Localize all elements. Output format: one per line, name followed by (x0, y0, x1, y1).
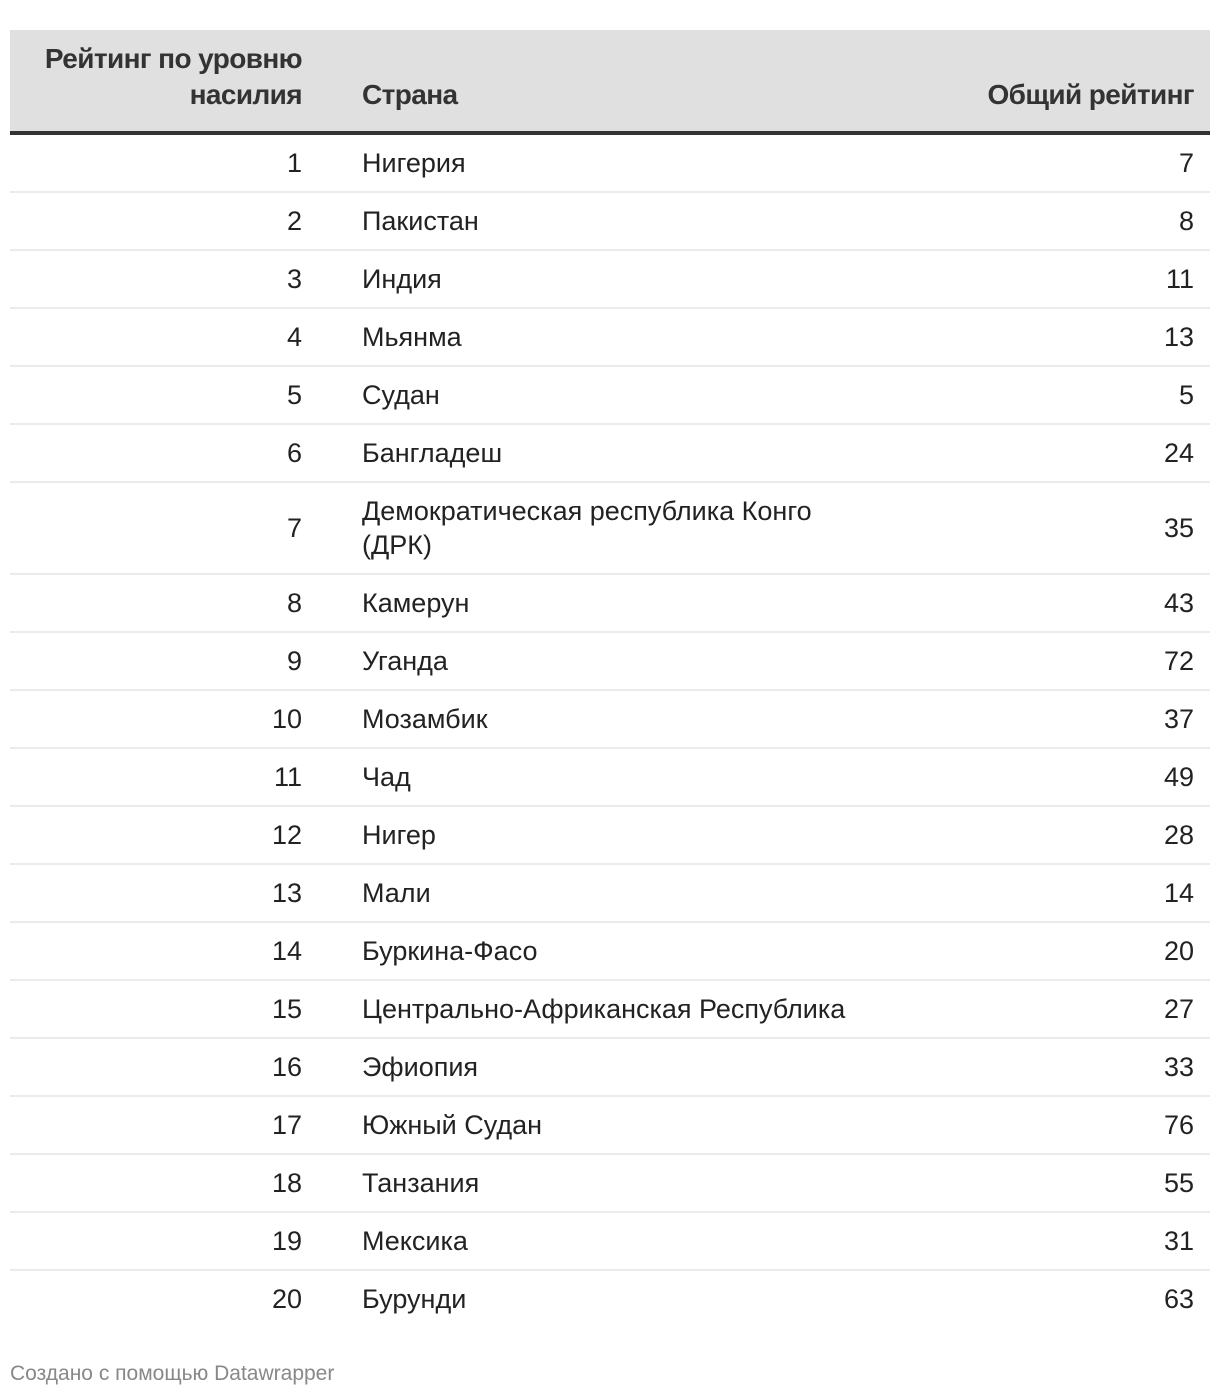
total-rank-cell: 28 (1163, 820, 1194, 850)
table-body (10, 133, 1210, 1327)
total-rank-cell: 63 (1163, 1284, 1194, 1314)
country-cell: Эфиопия (362, 1052, 479, 1082)
table-row (10, 922, 1210, 980)
country-cell: Буркина-Фасо (362, 936, 538, 966)
country-cell: Уганда (362, 646, 448, 676)
rank-cell: 10 (271, 704, 302, 734)
rank-cell: 18 (271, 1168, 302, 1198)
total-rank-cell: 8 (1178, 206, 1194, 236)
total-rank-cell: 24 (1163, 438, 1194, 468)
country-cell: Судан (362, 380, 440, 410)
rank-cell: 17 (271, 1110, 302, 1140)
total-rank-cell: 72 (1163, 646, 1194, 676)
rank-cell: 1 (286, 148, 302, 178)
table-row (10, 690, 1210, 748)
total-rank-cell: 43 (1163, 588, 1194, 618)
total-rank-cell: 31 (1163, 1226, 1194, 1256)
country-cell: Центрально-Африканская Республика (362, 994, 846, 1024)
table-row (10, 424, 1210, 482)
rank-cell: 16 (271, 1052, 302, 1082)
total-rank-cell: 11 (1165, 264, 1194, 294)
table-row (10, 1212, 1210, 1270)
table-row (10, 980, 1210, 1038)
total-rank-cell: 33 (1163, 1052, 1194, 1082)
country-cell: Камерун (362, 588, 470, 618)
rank-cell: 3 (286, 264, 302, 294)
rank-cell: 5 (286, 380, 302, 410)
country-cell: Чад (362, 762, 411, 792)
table-row (10, 864, 1210, 922)
table-header (10, 30, 1210, 133)
total-rank-cell: 20 (1163, 936, 1194, 966)
rank-cell: 20 (271, 1284, 302, 1314)
country-cell: Демократическая республика Конго (ДРК) (362, 496, 812, 560)
rank-cell: 13 (271, 878, 302, 908)
rank-cell: 19 (271, 1226, 302, 1256)
table-row (10, 482, 1210, 574)
ranking-table-container (10, 30, 1210, 1327)
table-row (10, 632, 1210, 690)
rank-cell: 11 (273, 762, 302, 792)
country-cell: Нигерия (362, 148, 466, 178)
country-cell: Мозамбик (362, 704, 488, 734)
country-cell: Бурунди (362, 1284, 467, 1314)
total-rank-cell: 27 (1163, 994, 1194, 1024)
country-cell: Мексика (362, 1226, 468, 1256)
country-cell: Танзания (362, 1168, 480, 1198)
table-row (10, 366, 1210, 424)
country-cell: Мьянма (362, 322, 462, 352)
table-row (10, 1038, 1210, 1096)
table-row (10, 1096, 1210, 1154)
country-cell: Южный Судан (362, 1110, 543, 1140)
rank-cell: 14 (271, 936, 302, 966)
country-cell: Бангладеш (362, 438, 503, 468)
total-rank-cell: 49 (1163, 762, 1194, 792)
total-rank-cell: 35 (1163, 513, 1194, 543)
header-row (10, 30, 1210, 133)
table-row (10, 574, 1210, 632)
header-country[interactable]: Страна (314, 30, 874, 133)
header-total-rank[interactable]: Общий рейтинг (874, 30, 1210, 133)
table-row (10, 308, 1210, 366)
rank-cell: 9 (286, 646, 302, 676)
table-row (10, 192, 1210, 250)
rank-cell: 2 (286, 206, 302, 236)
table-row (10, 133, 1210, 192)
country-cell: Нигер (362, 820, 436, 850)
country-cell: Индия (362, 264, 442, 294)
rank-cell: 12 (271, 820, 302, 850)
table-row (10, 1154, 1210, 1212)
rank-cell: 8 (286, 588, 302, 618)
table-row (10, 748, 1210, 806)
rank-cell: 4 (286, 322, 302, 352)
table-row (10, 806, 1210, 864)
total-rank-cell: 13 (1163, 322, 1194, 352)
rank-cell: 15 (271, 994, 302, 1024)
total-rank-cell: 55 (1163, 1168, 1194, 1198)
country-cell: Мали (362, 878, 431, 908)
total-rank-cell: 14 (1163, 878, 1194, 908)
rank-cell: 6 (286, 438, 302, 468)
total-rank-cell: 37 (1163, 704, 1194, 734)
total-rank-cell: 76 (1163, 1110, 1194, 1140)
total-rank-cell: 5 (1178, 380, 1194, 410)
table-row (10, 1270, 1210, 1327)
ranking-table (10, 30, 1210, 1327)
datawrapper-credit[interactable]: Создано с помощью Datawrapper (10, 1362, 335, 1385)
table-row (10, 250, 1210, 308)
country-cell: Пакистан (362, 206, 479, 236)
header-violence-rank[interactable]: Рейтинг по уровню насилия (10, 30, 314, 133)
total-rank-cell: 7 (1178, 148, 1194, 178)
rank-cell: 7 (286, 513, 302, 543)
